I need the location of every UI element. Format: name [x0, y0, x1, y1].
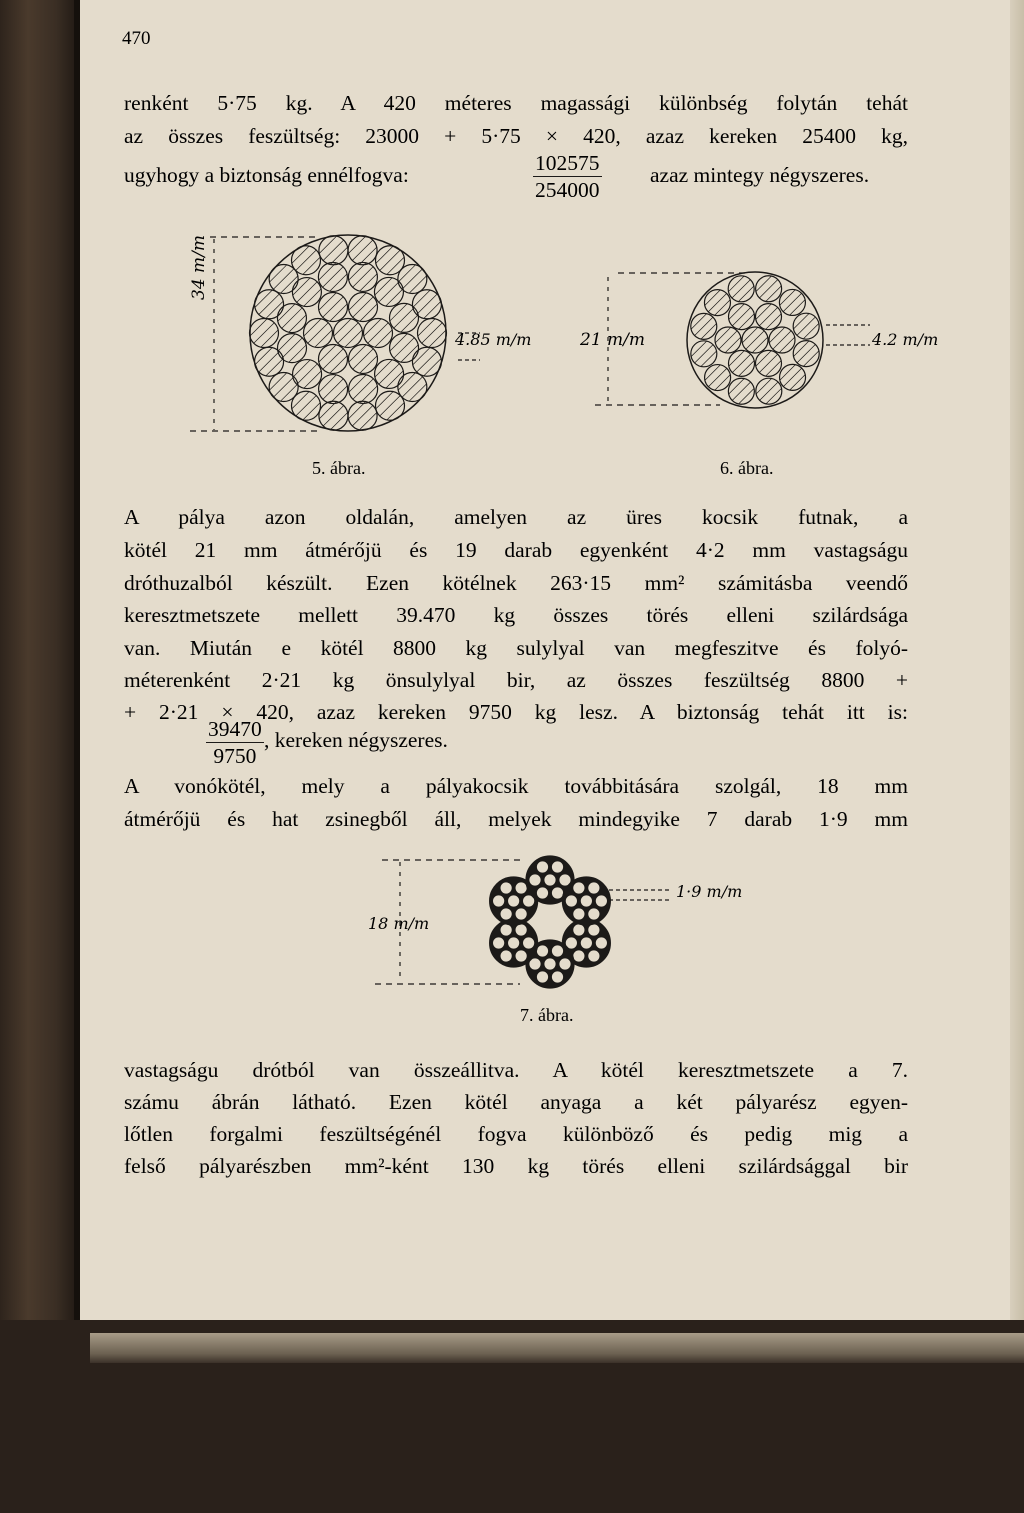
- book-binding: [0, 0, 80, 1320]
- fig7-outer-dimension: 18 m/m: [368, 914, 430, 933]
- fig7-wire: [500, 924, 512, 936]
- fig7-wire: [588, 908, 600, 920]
- fig7-wire: [573, 924, 585, 936]
- fig7-wire: [565, 895, 577, 907]
- fig7-wire: [573, 950, 585, 962]
- fraction-numerator: 102575: [535, 151, 600, 175]
- fraction-denominator: 9750: [213, 744, 257, 768]
- fig7-wire: [588, 882, 600, 894]
- fig7-wire: [580, 895, 592, 907]
- text-line-p4-2: számu ábrán látható. Ezen kötél anyaga a két pályarész egyen-: [124, 1090, 908, 1114]
- fig7-wire: [515, 924, 527, 936]
- fig7-wire: [529, 874, 541, 886]
- text-line-p2-5: van. Miután e kötél 8800 kg sulylyal van megfeszitve és folyó-: [124, 636, 908, 660]
- fig7-wire: [515, 882, 527, 894]
- fig7-wire: [492, 895, 504, 907]
- fig7-wire: [595, 895, 607, 907]
- fig7-wire: [515, 908, 527, 920]
- fig7-wire: [588, 950, 600, 962]
- fig7-wire: [580, 937, 592, 949]
- fig5-wire-dimension: 4.85 m/m: [455, 330, 532, 349]
- text-line-p2-2: kötél 21 mm átmérőjü és 19 darab egyenként 4·2 mm vastagságu: [124, 538, 908, 562]
- safety-suffix: azaz mintegy négyszeres.: [650, 163, 870, 187]
- fig7-wire: [559, 958, 571, 970]
- safety2-suffix: , kereken négyszeres.: [264, 728, 448, 752]
- text-line-p4-4: felső pályarészben mm²-ként 130 kg törés elleni szilárdsággal bir: [124, 1154, 908, 1178]
- fig7-wire: [507, 895, 519, 907]
- page-edge: [1010, 0, 1024, 1320]
- fig7-wire-dimension: 1·9 m/m: [676, 882, 743, 901]
- safety-fraction-1: [533, 150, 602, 203]
- fig7-wire: [544, 958, 556, 970]
- text-line-p2-1: A pálya azon oldalán, amelyen az üres kocsik futnak, a: [124, 505, 908, 529]
- fig7-wire: [536, 945, 548, 957]
- text-line-p3-2: átmérőjü és hat zsinegből áll, melyek mindegyike 7 darab 1·9 mm: [124, 807, 908, 831]
- fig7-wire: [573, 908, 585, 920]
- fig7-wire: [536, 971, 548, 983]
- fig7-wire: [522, 937, 534, 949]
- fig7-wire: [500, 882, 512, 894]
- fig7-wire: [492, 937, 504, 949]
- text-line-p2-3: dróthuzalból készült. Ezen kötélnek 263·15 mm² számitásba veendő: [124, 571, 908, 595]
- text-line-1: renként 5·75 kg. A 420 méteres magassági különbség folytán tehát: [124, 91, 908, 115]
- fig7-wire: [544, 874, 556, 886]
- fig7-wire: [500, 950, 512, 962]
- fig6-wire-dimension: 4.2 m/m: [872, 330, 939, 349]
- text-line-p2-4: keresztmetszete mellett 39.470 kg összes törés elleni szilárdsága: [124, 603, 908, 627]
- fraction-denominator: 254000: [535, 178, 600, 202]
- text-line-p3-1: A vonókötél, mely a pályakocsik továbbitására szolgál, 18 mm: [124, 774, 908, 798]
- figure-5-caption: 5. ábra.: [312, 458, 366, 478]
- text-line-p2-7: + 2·21 × 420, azaz kereken 9750 kg lesz. A biztonság tehát itt is:: [124, 700, 908, 724]
- text-line-p4-1: vastagságu drótból van összeállitva. A kötél keresztmetszete a 7.: [124, 1058, 908, 1082]
- fig7-wire: [588, 924, 600, 936]
- fig7-wire: [551, 971, 563, 983]
- fig7-wire: [536, 887, 548, 899]
- fig7-wire: [507, 937, 519, 949]
- text-line-p4-3: lőtlen forgalmi feszültségénél fogva különböző és pedig mig a: [124, 1122, 908, 1146]
- fig7-wire: [573, 882, 585, 894]
- fig7-wire: [536, 861, 548, 873]
- fig7-wire: [551, 945, 563, 957]
- text-line-2: az összes feszültség: 23000 + 5·75 × 420, azaz kereken 25400 kg,: [124, 124, 908, 148]
- fraction-numerator: 39470: [208, 717, 262, 741]
- fig7-wire: [595, 937, 607, 949]
- fig7-wire: [551, 887, 563, 899]
- fig7-wire: [551, 861, 563, 873]
- fig7-wire: [500, 908, 512, 920]
- figure-6-caption: 6. ábra.: [720, 458, 774, 478]
- fig5-outer-dimension: 34 m/m: [189, 234, 209, 300]
- fig6-outer-dimension: 21 m/m: [580, 330, 646, 350]
- figure-7-caption: 7. ábra.: [520, 1005, 574, 1025]
- safety-fraction-2: [206, 716, 264, 769]
- fig7-wire: [515, 950, 527, 962]
- page-number: 470: [122, 28, 151, 49]
- safety-prefix: ugyhogy a biztonság ennélfogva:: [124, 163, 409, 187]
- next-page-edge: [90, 1333, 1024, 1363]
- text-line-p2-6: méterenként 2·21 kg önsulylyal bir, az összes feszültség 8800 +: [124, 668, 908, 692]
- figure-5-rope-section: [180, 225, 480, 445]
